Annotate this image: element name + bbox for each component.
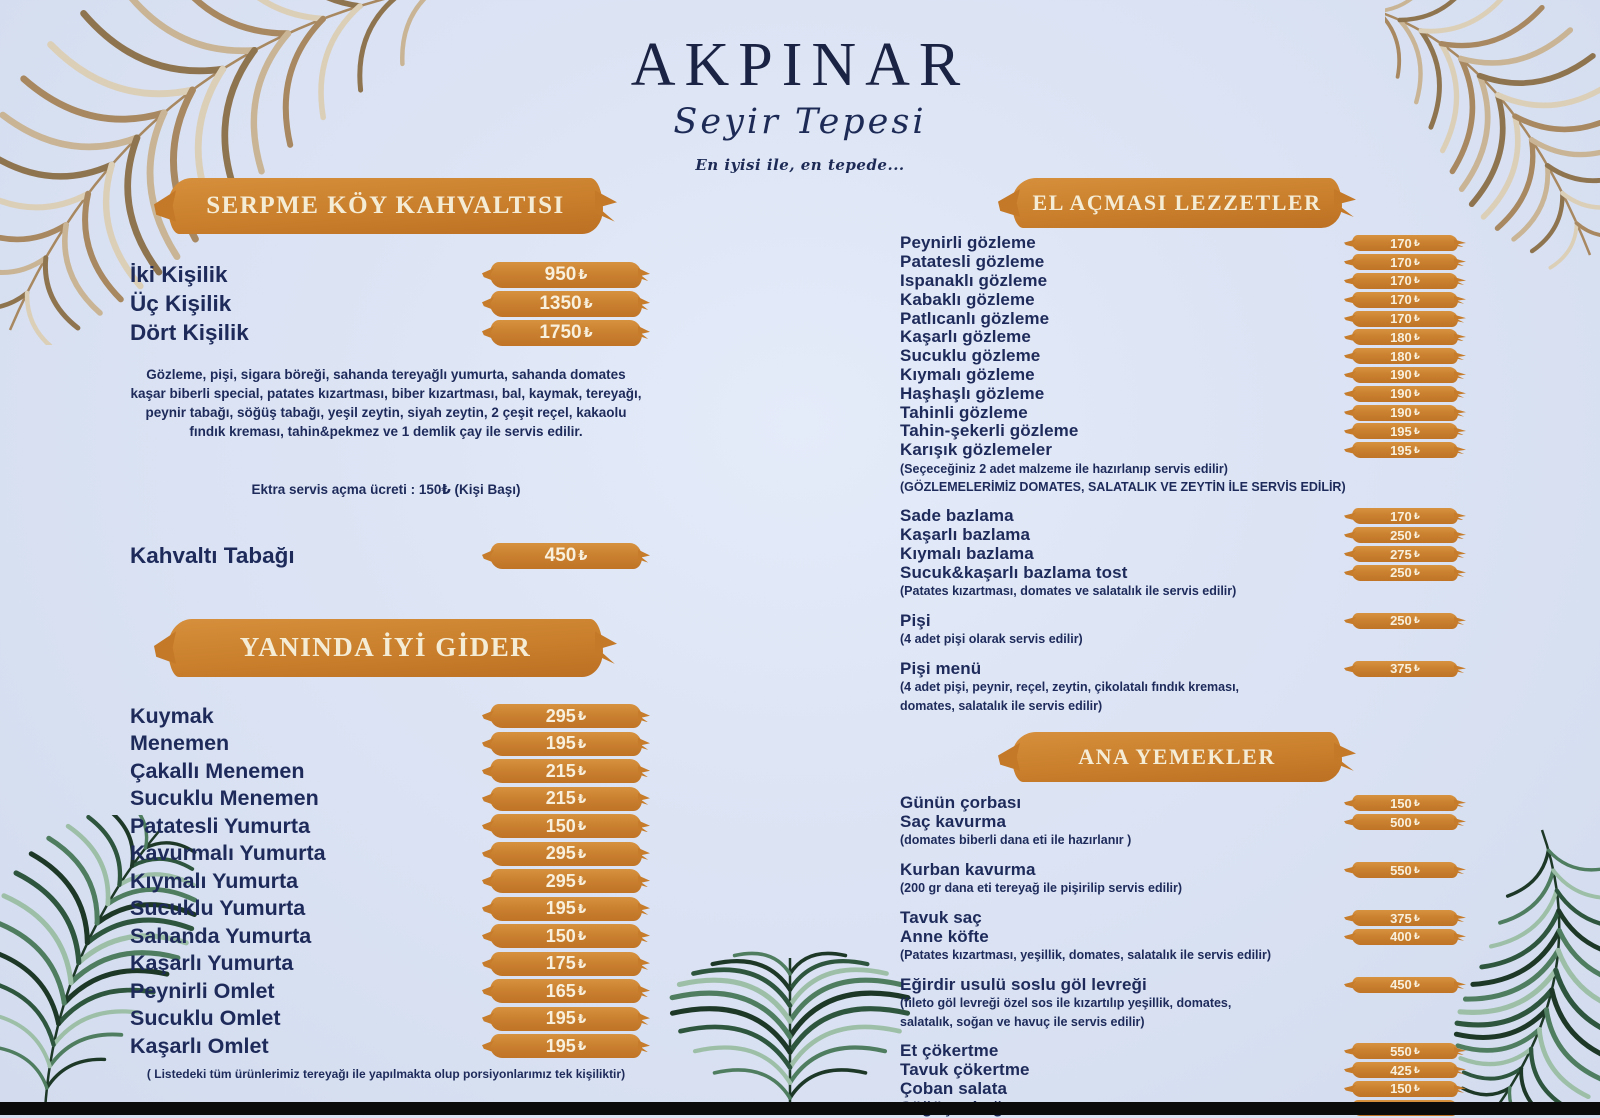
lira-icon: ₺ (1413, 388, 1420, 399)
price-value: 450 (544, 545, 577, 567)
price-value: 190 (1390, 367, 1412, 383)
lira-icon: ₺ (1413, 313, 1420, 324)
menu-item-row (130, 978, 642, 1006)
lira-icon: ₺ (583, 295, 593, 311)
price-value: 550 (1390, 1043, 1412, 1059)
item-name: Pişi (900, 610, 931, 630)
section-banner-mains: ANA YEMEKLER (1012, 732, 1342, 782)
restaurant-name: AKPINAR (630, 31, 970, 99)
item-note: (Patates kızartması, domates ve salatalık ile servis edilir) (900, 584, 1237, 599)
item-name: Peynirli Omlet (130, 978, 275, 1003)
price-pill (490, 787, 642, 811)
item-name: Sucuklu gözleme (900, 346, 1041, 366)
restaurant-tagline: En iyisi ile, en tepede... (695, 156, 905, 174)
item-name: Kıymalı gözleme (900, 364, 1035, 384)
menu-item-row (130, 868, 642, 896)
menu-group (900, 861, 1458, 897)
lira-icon: ₺ (1413, 407, 1420, 418)
lira-icon: ₺ (1413, 275, 1420, 286)
price-value: 195 (545, 1035, 576, 1056)
menu-item-row (130, 895, 642, 923)
menu-item-row (130, 923, 642, 951)
item-name: Kıymalı Yumurta (130, 868, 299, 893)
menu-group (900, 976, 1458, 1030)
menu-item-row (900, 563, 1458, 582)
price-pill (1352, 367, 1458, 383)
price-value: 400 (1390, 929, 1412, 945)
price-value: 500 (1390, 814, 1412, 830)
lira-icon: ₺ (577, 901, 587, 916)
price-pill (1352, 613, 1458, 629)
lira-icon: ₺ (1413, 510, 1420, 521)
item-note: (fileto göl levreği özel sos ile kızartılıp yeşillik, domates, (900, 996, 1232, 1011)
item-name: Üç Kişilik (130, 290, 232, 316)
price-value: 150 (1390, 1081, 1412, 1097)
menu-item-row (900, 441, 1458, 460)
menu-item-row (900, 1061, 1458, 1080)
lira-icon: ₺ (578, 548, 588, 564)
item-name: Sucuklu Yumurta (130, 896, 306, 921)
menu-item-row (130, 318, 642, 347)
lira-icon: ₺ (1413, 548, 1420, 559)
price-pill (490, 262, 642, 288)
lira-icon: ₺ (1413, 1064, 1420, 1075)
lira-icon: ₺ (578, 266, 588, 282)
lira-icon: ₺ (1413, 425, 1420, 436)
item-name: Peynirli gözleme (900, 233, 1036, 253)
lira-icon: ₺ (1413, 256, 1420, 267)
item-name: Kavurmalı Yumurta (130, 841, 326, 866)
item-name: Tavuk çökertme (900, 1060, 1030, 1080)
lira-icon: ₺ (1413, 816, 1420, 827)
price-value: 375 (1390, 661, 1412, 677)
menu-item-row (900, 366, 1458, 385)
price-value: 295 (545, 870, 576, 891)
menu-item-row (130, 260, 642, 289)
price-pill (1352, 508, 1458, 524)
price-pill (1352, 546, 1458, 562)
item-name: Haşhaşlı gözleme (900, 383, 1045, 403)
item-name: Günün çorbası (900, 793, 1022, 813)
lira-icon: ₺ (1413, 331, 1420, 342)
price-value: 170 (1390, 235, 1412, 251)
price-pill (490, 543, 642, 569)
price-pill (1352, 814, 1458, 830)
handmade-items (900, 234, 1458, 714)
lira-icon: ₺ (1413, 931, 1420, 942)
item-name: Kuymak (130, 703, 214, 728)
item-note: (4 adet pişi, peynir, reçel, zeytin, çikolatalı fındık kreması, (900, 680, 1240, 695)
menu-item-row (900, 976, 1458, 995)
menu-group (900, 660, 1458, 714)
price-value: 190 (1390, 386, 1412, 402)
price-pill (1352, 1043, 1458, 1059)
menu-item-row (900, 328, 1458, 347)
menu-item-row (900, 545, 1458, 564)
price-pill (1352, 386, 1458, 402)
item-name: Tavuk saç (900, 908, 982, 928)
menu-item-row (130, 813, 642, 841)
price-value: 150 (1390, 795, 1412, 811)
menu-item-row (900, 612, 1458, 631)
menu-item-row (130, 730, 642, 758)
item-name: Kaşarlı Yumurta (130, 951, 294, 976)
menu-item-row (130, 289, 642, 318)
item-name: Kurban kavurma (900, 860, 1036, 880)
price-pill (490, 759, 642, 783)
item-name: Sahanda Yumurta (130, 923, 312, 948)
price-value: 1750 (539, 321, 582, 343)
price-pill (490, 869, 642, 893)
price-value: 195 (545, 898, 576, 919)
price-value: 250 (1390, 527, 1412, 543)
menu-header (0, 31, 1600, 174)
menu-item-row (900, 347, 1458, 366)
menu-item-row (130, 703, 642, 731)
price-value: 275 (1390, 546, 1412, 562)
menu-item-row (900, 660, 1458, 679)
price-pill (490, 897, 642, 921)
menu-group (900, 234, 1458, 495)
item-note: (domates biberli dana eti ile hazırlanır ) (900, 833, 1132, 848)
price-pill (1352, 795, 1458, 811)
price-value: 190 (1390, 405, 1412, 421)
item-name: Patatesli Yumurta (130, 813, 311, 838)
menu-group (900, 794, 1458, 849)
restaurant-subtitle: Seyir Tepesi (673, 102, 927, 142)
price-value: 450 (1390, 977, 1412, 993)
price-pill (490, 842, 642, 866)
price-value: 295 (545, 843, 576, 864)
lira-icon: ₺ (577, 956, 587, 971)
lira-icon: ₺ (1413, 444, 1420, 455)
price-pill (1352, 405, 1458, 421)
price-pill (1352, 862, 1458, 878)
item-name: Sucuklu Omlet (130, 1006, 281, 1031)
item-name: Sucuk&kaşarlı bazlama tost (900, 562, 1128, 582)
lira-icon: ₺ (1413, 912, 1420, 923)
price-value: 215 (545, 788, 576, 809)
section-banner-breakfast: SERPME KÖY KAHVALTISI (168, 178, 603, 234)
lira-icon: ₺ (577, 709, 587, 724)
price-pill (490, 1007, 642, 1031)
menu-item-row (900, 234, 1458, 253)
lira-icon: ₺ (1413, 237, 1420, 248)
sides-footnote: ( Listedeki tüm ürünlerimiz tereyağı ile yapılmakta olup porsiyonlarımız tek kişiliktir) (146, 1067, 626, 1082)
item-name: Dört Kişilik (130, 319, 249, 345)
price-pill (1352, 1062, 1458, 1078)
menu-item-row (900, 422, 1458, 441)
lira-icon: ₺ (1413, 979, 1420, 990)
price-value: 180 (1390, 348, 1412, 364)
item-note: (GÖZLEMELERİMİZ DOMATES, SALATALIK VE ZEYTİN İLE SERVİS EDİLİR) (900, 479, 1346, 494)
item-name: Tahinli gözleme (900, 402, 1028, 422)
section-banner-sides: YANINDA İYİ GİDER (168, 619, 603, 677)
price-value: 170 (1390, 292, 1412, 308)
lira-icon: ₺ (1413, 567, 1420, 578)
item-name: Ispanaklı gözleme (900, 271, 1048, 290)
menu-item-row (900, 1042, 1458, 1061)
item-name: Saç kavurma (900, 812, 1007, 832)
lira-icon: ₺ (577, 984, 587, 999)
lira-icon: ₺ (577, 1039, 587, 1054)
price-pill (1352, 929, 1458, 945)
item-name: Kaşarlı gözleme (900, 327, 1031, 347)
menu-item-row (900, 309, 1458, 328)
price-value: 165 (545, 980, 576, 1001)
price-pill (490, 291, 642, 317)
item-note: salatalık, soğan ve havuç ile servis edilir) (900, 1014, 1145, 1029)
lira-icon: ₺ (577, 819, 587, 834)
price-value: 170 (1390, 273, 1412, 289)
item-name: Çoban salata (900, 1078, 1008, 1098)
price-value: 250 (1390, 565, 1412, 581)
price-pill (490, 704, 642, 728)
menu-item-row (900, 507, 1458, 526)
menu-item-row (900, 1079, 1458, 1098)
lira-icon: ₺ (1413, 797, 1420, 808)
menu-item-row (130, 840, 642, 868)
lira-icon: ₺ (577, 736, 587, 751)
price-pill (1352, 442, 1458, 458)
menu-item-row (130, 1005, 642, 1033)
price-value: 150 (545, 925, 576, 946)
menu-group (900, 507, 1458, 599)
item-name: Eğirdir usulü soslu göl levreği (900, 974, 1147, 994)
menu-item-row (900, 861, 1458, 880)
menu-item-row (130, 542, 642, 571)
item-name: Pişi menü (900, 658, 982, 678)
price-pill (490, 924, 642, 948)
menu-item-row (900, 290, 1458, 309)
menu-item-row (130, 785, 642, 813)
price-pill (1352, 292, 1458, 308)
lira-icon: ₺ (1413, 350, 1420, 361)
lira-icon: ₺ (577, 791, 587, 806)
price-pill (1352, 329, 1458, 345)
menu-group (900, 612, 1458, 648)
price-pill (1352, 254, 1458, 270)
photo-bottom-edge (0, 1102, 1600, 1115)
price-value: 170 (1390, 311, 1412, 327)
item-note: (Seçeceğiniz 2 adet malzeme ile hazırlanıp servis edilir) (900, 461, 1228, 476)
menu-group (900, 909, 1458, 964)
breakfast-items (130, 260, 642, 347)
lira-icon: ₺ (1413, 615, 1420, 626)
lira-icon: ₺ (1413, 1083, 1420, 1094)
item-name: Kaşarlı Omlet (130, 1033, 269, 1058)
item-name: Patlıcanlı gözleme (900, 308, 1050, 328)
menu-item-row (900, 384, 1458, 403)
lira-icon: ₺ (577, 1011, 587, 1026)
item-name: Çakallı Menemen (130, 758, 305, 783)
item-name: Anne köfte (900, 926, 989, 946)
lira-icon: ₺ (1413, 1045, 1420, 1056)
price-pill (490, 814, 642, 838)
price-value: 1350 (539, 292, 582, 314)
lira-icon: ₺ (1413, 663, 1420, 674)
extra-service-fee: Ektra servis açma ücreti : 150₺ (Kişi Başı) (251, 481, 521, 497)
item-name: Tahin-şekerli gözleme (900, 421, 1079, 441)
menu-item-row (900, 526, 1458, 545)
menu-item-row (900, 813, 1458, 832)
item-note: (Patates kızartması, yeşillik, domates, salatalık ile servis edilir) (900, 948, 1272, 963)
price-value: 425 (1390, 1062, 1412, 1078)
price-pill (1352, 977, 1458, 993)
price-value: 195 (545, 733, 576, 754)
lira-icon: ₺ (1413, 529, 1420, 540)
menu-item-row (900, 272, 1458, 291)
lira-icon: ₺ (577, 846, 587, 861)
menu-item-row (130, 950, 642, 978)
item-name: Sade bazlama (900, 506, 1014, 526)
item-name: Et çökertme (900, 1041, 999, 1061)
lira-icon: ₺ (1413, 864, 1420, 875)
price-value: 195 (1390, 423, 1412, 439)
price-pill (1352, 910, 1458, 926)
section-banner-handmade: EL AÇMASI LEZZETLER (1012, 178, 1342, 228)
lira-icon: ₺ (1413, 369, 1420, 380)
sides-items (130, 703, 642, 1061)
price-value: 180 (1390, 329, 1412, 345)
lira-icon: ₺ (577, 874, 587, 889)
price-value: 375 (1390, 910, 1412, 926)
price-pill (490, 1034, 642, 1058)
price-value: 950 (544, 263, 577, 285)
price-pill (1352, 311, 1458, 327)
mains-items (900, 794, 1458, 1117)
item-name: Kabaklı gözleme (900, 289, 1035, 309)
breakfast-description: Gözleme, pişi, sigara böreği, sahanda tereyağlı yumurta, sahanda domates kaşar biberli special, patates kızartması, biber kızartması, bal, kaymak, tereyağı, peynir tabağı, söğüş tabağı, yeşil zeytin, siyah zeytin, 2 çeşit reçel, kakaolu fındık kreması, tahin&pekmez ve 1 demlik çay ile servis edilir. (130, 367, 642, 440)
breakfast-plate-item (130, 542, 642, 571)
price-value: 150 (545, 815, 576, 836)
price-value: 175 (545, 953, 576, 974)
menu-item-row (900, 909, 1458, 928)
item-name: Karışık gözlemeler (900, 440, 1053, 460)
menu-item-row (900, 928, 1458, 947)
item-note: domates, salatalık ile servis edilir) (900, 698, 1103, 713)
price-pill (1352, 527, 1458, 543)
lira-icon: ₺ (583, 324, 593, 340)
price-pill (490, 320, 642, 346)
price-pill (1352, 565, 1458, 581)
price-pill (1352, 235, 1458, 251)
price-value: 550 (1390, 862, 1412, 878)
price-value: 215 (545, 760, 576, 781)
menu-item-row (900, 403, 1458, 422)
price-pill (1352, 348, 1458, 364)
item-note: (4 adet pişi olarak servis edilir) (900, 632, 1083, 647)
lira-icon: ₺ (577, 929, 587, 944)
item-name: Kaşarlı bazlama (900, 525, 1031, 545)
menu-item-row (130, 1033, 642, 1061)
price-pill (490, 952, 642, 976)
price-pill (490, 732, 642, 756)
item-note: (200 gr dana eti tereyağ ile pişirilip servis edilir) (900, 881, 1183, 896)
right-column (900, 178, 1458, 1117)
lira-icon: ₺ (577, 764, 587, 779)
menu-item-row (900, 253, 1458, 272)
left-column (130, 178, 642, 1081)
price-value: 295 (545, 705, 576, 726)
item-name: Menemen (130, 731, 230, 756)
price-value: 195 (1390, 442, 1412, 458)
price-pill (1352, 273, 1458, 289)
price-pill (1352, 423, 1458, 439)
item-name: Patatesli gözleme (900, 252, 1045, 272)
menu-item-row (130, 758, 642, 786)
price-pill (1352, 1081, 1458, 1097)
menu-item-row (900, 794, 1458, 813)
price-pill (1352, 661, 1458, 677)
item-name: Kıymalı bazlama (900, 544, 1034, 564)
price-value: 170 (1390, 254, 1412, 270)
price-pill (490, 979, 642, 1003)
item-name: İki Kişilik (130, 261, 228, 287)
price-value: 195 (545, 1008, 576, 1029)
lira-icon: ₺ (1413, 294, 1420, 305)
price-value: 250 (1390, 613, 1412, 629)
item-name: Kahvaltı Tabağı (130, 543, 295, 569)
price-value: 170 (1390, 508, 1412, 524)
item-name: Sucuklu Menemen (130, 786, 319, 811)
